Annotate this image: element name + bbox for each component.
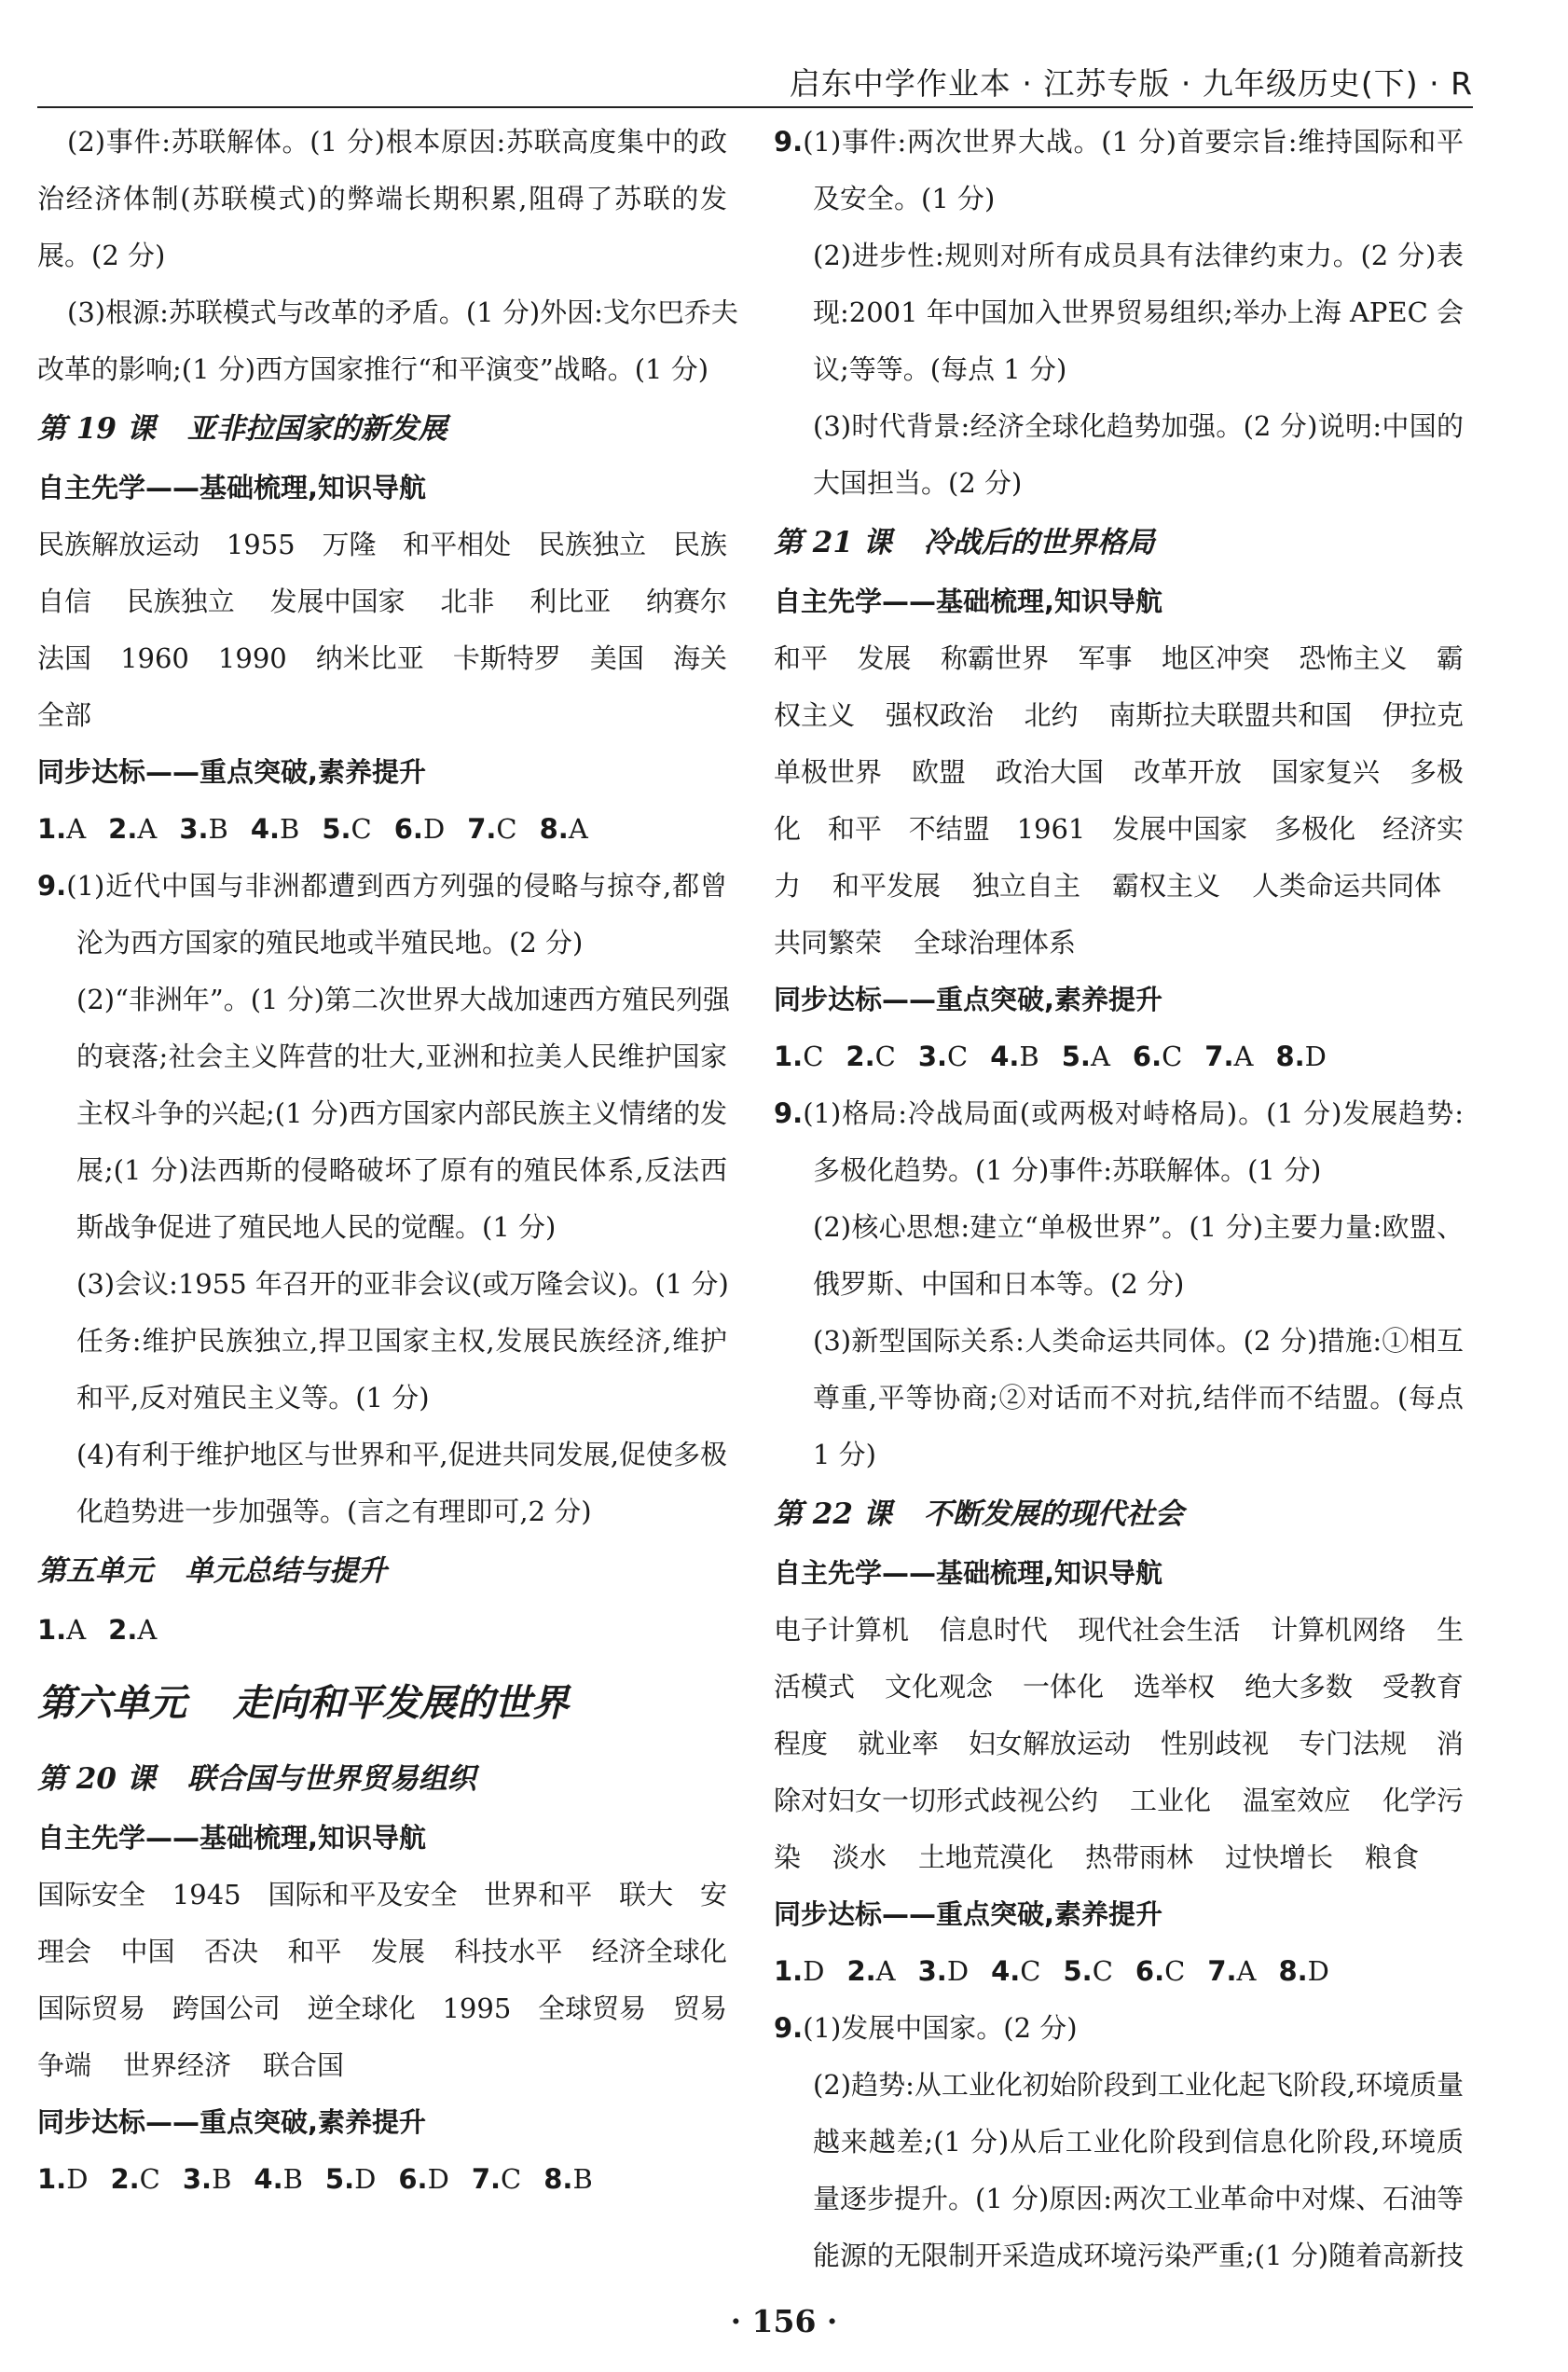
term: 1961 bbox=[1016, 813, 1086, 845]
text-line: 化趋势进一步加强等。(言之有理即可,2 分) bbox=[76, 1496, 592, 1527]
text-line: 斯战争促进了殖民地人民的觉醒。(1 分) bbox=[76, 1211, 557, 1243]
term: 生 bbox=[1436, 1614, 1464, 1646]
running-header bbox=[37, 54, 1473, 108]
term: 理会 bbox=[37, 1936, 92, 1967]
lesson-number: 第 21 课 bbox=[774, 526, 892, 559]
term: 国家复兴 bbox=[1271, 756, 1380, 788]
term: 程度 bbox=[774, 1728, 829, 1759]
term: 粮食 bbox=[1365, 1841, 1420, 1873]
text-line: 现:2001 年中国加入世界贸易组织;举办上海 APEC 会 bbox=[813, 296, 1464, 328]
text-line: (3)时代背景:经济全球化趋势加强。(2 分)说明:中国的 bbox=[813, 410, 1464, 442]
term: 单极世界 bbox=[774, 756, 883, 788]
text-line: 多极化趋势。(1 分)事件:苏联解体。(1 分) bbox=[813, 1154, 1322, 1186]
text-line: 展;(1 分)法西斯的侵略破坏了原有的殖民体系,反法西 bbox=[76, 1154, 727, 1186]
term: 联大 bbox=[619, 1879, 674, 1910]
term: 专门法规 bbox=[1298, 1728, 1407, 1759]
terms-row bbox=[774, 1716, 1464, 1772]
unit-number: 第六单元 bbox=[37, 1681, 186, 1725]
term: 纳赛尔 bbox=[645, 586, 727, 617]
unit-heading bbox=[37, 1659, 727, 1748]
terms-row bbox=[37, 2037, 727, 2094]
term: 文化观念 bbox=[884, 1671, 993, 1703]
term: 选举权 bbox=[1133, 1671, 1215, 1703]
term: 地区冲突 bbox=[1161, 642, 1270, 674]
question-line bbox=[37, 858, 727, 915]
term: 利比亚 bbox=[530, 586, 612, 617]
terms-row bbox=[37, 573, 727, 630]
left-column bbox=[37, 114, 738, 2208]
section-heading: 同步达标——重点突破,素养提升 bbox=[37, 756, 427, 788]
text-line: 改革的影响;(1 分)西方国家推行“和平演变”战略。(1 分) bbox=[37, 353, 709, 385]
answer-text: (1)近代中国与非洲都遭到西方列强的侵略与掠夺,都曾 bbox=[66, 870, 727, 902]
section-heading: 自主先学——基础梳理,知识导航 bbox=[774, 1557, 1163, 1589]
text-line: (2)核心思想:建立“单极世界”。(1 分)主要力量:欧盟、 bbox=[813, 1211, 1464, 1243]
text-line: 尊重,平等协商;②对话而不对抗,结伴而不结盟。(每点 bbox=[813, 1382, 1464, 1414]
term: 妇女解放运动 bbox=[968, 1728, 1131, 1759]
term: 消 bbox=[1436, 1728, 1464, 1759]
text-line: (4)有利于维护地区与世界和平,促进共同发展,促使多极 bbox=[76, 1439, 727, 1470]
page-number: · 156 · bbox=[730, 2303, 838, 2339]
question-line bbox=[774, 114, 1464, 171]
text-line: 量逐步提升。(1 分)原因:两次工业革命中对煤、石油等 bbox=[813, 2183, 1465, 2214]
term: 现代社会生活 bbox=[1078, 1614, 1241, 1646]
question-number: 9. bbox=[774, 2012, 804, 2044]
text-line: 能源的无限制开采造成环境污染严重;(1 分)随着高新技 bbox=[813, 2240, 1465, 2271]
section-heading: 同步达标——重点突破,素养提升 bbox=[774, 1898, 1163, 1930]
right-column bbox=[774, 114, 1464, 2284]
terms-row bbox=[774, 630, 1464, 687]
term: 称霸世界 bbox=[940, 642, 1049, 674]
terms-row bbox=[774, 1659, 1464, 1716]
term: 和平发展 bbox=[832, 870, 942, 902]
term: 发展 bbox=[857, 642, 912, 674]
lesson-number: 第 20 课 bbox=[37, 1762, 156, 1796]
section-heading: 同步达标——重点突破,素养提升 bbox=[37, 2106, 427, 2138]
term: 一体化 bbox=[1022, 1671, 1104, 1703]
text-line: 主权斗争的兴起;(1 分)西方国家内部民族主义情绪的发 bbox=[76, 1097, 728, 1129]
term: 多极化 bbox=[1274, 813, 1356, 845]
term: 强权政治 bbox=[885, 699, 994, 731]
term: 贸易 bbox=[672, 1993, 727, 2024]
term: 民族解放运动 bbox=[37, 529, 200, 560]
term: 工业化 bbox=[1129, 1785, 1211, 1816]
terms-row bbox=[774, 858, 1464, 915]
term: 经济全球化 bbox=[591, 1936, 727, 1967]
term: 和平 bbox=[827, 813, 882, 845]
term: 过快增长 bbox=[1225, 1841, 1334, 1873]
term: 争端 bbox=[37, 2049, 92, 2081]
term: 欧盟 bbox=[911, 756, 966, 788]
term: 联合国 bbox=[263, 2049, 345, 2081]
answer-text: (1)事件:两次世界大战。(1 分)首要宗旨:维持国际和平 bbox=[803, 126, 1464, 158]
lesson-title: 联合国与世界贸易组织 bbox=[186, 1762, 476, 1796]
text-line: 展。(2 分) bbox=[37, 240, 166, 271]
term: 发展中国家 bbox=[269, 586, 406, 617]
term: 受教育 bbox=[1382, 1671, 1464, 1703]
term: 国际安全 bbox=[37, 1879, 146, 1910]
unit-number: 第五单元 bbox=[37, 1554, 153, 1588]
term: 纳米比亚 bbox=[315, 642, 424, 674]
term: 伊拉克 bbox=[1382, 699, 1464, 731]
terms-row bbox=[37, 517, 727, 573]
terms-row bbox=[37, 1980, 727, 2037]
term: 染 bbox=[774, 1841, 802, 1873]
term: 温室效应 bbox=[1242, 1785, 1351, 1816]
term: 世界经济 bbox=[123, 2049, 232, 2081]
term: 卡斯特罗 bbox=[452, 642, 561, 674]
term: 化 bbox=[774, 813, 802, 845]
terms-row bbox=[774, 744, 1464, 801]
term: 海关 bbox=[672, 642, 727, 674]
lesson-heading bbox=[774, 1483, 1464, 1545]
term: 计算机网络 bbox=[1271, 1614, 1407, 1646]
term: 土地荒漠化 bbox=[918, 1841, 1054, 1873]
term: 全部 bbox=[37, 699, 92, 731]
section-heading: 自主先学——基础梳理,知识导航 bbox=[37, 1822, 427, 1854]
unit-title: 走向和平发展的世界 bbox=[233, 1681, 569, 1725]
term: 和平 bbox=[774, 642, 829, 674]
unit-title: 单元总结与提升 bbox=[185, 1554, 387, 1588]
term: 发展中国家 bbox=[1112, 813, 1248, 845]
text-line: 议;等等。(每点 1 分) bbox=[813, 353, 1067, 385]
text-line: 越来越差;(1 分)从后工业化阶段到信息化阶段,环境质 bbox=[813, 2126, 1464, 2158]
term: 经济实 bbox=[1382, 813, 1464, 845]
header-title: 启东中学作业本 · 江苏专版 · 九年级历史(下) · R bbox=[789, 65, 1473, 102]
lesson-number: 第 19 课 bbox=[37, 412, 156, 446]
term: 化学污 bbox=[1382, 1785, 1464, 1816]
term: 北非 bbox=[440, 586, 495, 617]
terms-row bbox=[37, 630, 727, 687]
term: 和平相处 bbox=[403, 529, 512, 560]
question-line bbox=[774, 2000, 1464, 2057]
text-line: (3)会议:1955 年召开的亚非会议(或万隆会议)。(1 分) bbox=[76, 1268, 729, 1300]
term: 民族 bbox=[672, 529, 727, 560]
term: 和平 bbox=[287, 1936, 342, 1967]
term: 信息时代 bbox=[939, 1614, 1048, 1646]
lesson-number: 第 22 课 bbox=[774, 1497, 892, 1531]
lesson-title: 冷战后的世界格局 bbox=[923, 526, 1155, 559]
term: 电子计算机 bbox=[774, 1614, 910, 1646]
term: 美国 bbox=[589, 642, 644, 674]
term: 科技水平 bbox=[454, 1936, 563, 1967]
term: 安 bbox=[699, 1879, 727, 1910]
term: 性别歧视 bbox=[1160, 1728, 1269, 1759]
term: 霸权主义 bbox=[1112, 870, 1221, 902]
term: 全球治理体系 bbox=[914, 927, 1077, 958]
text-line: 和平,反对殖民主义等。(1 分) bbox=[76, 1382, 430, 1414]
text-line: (3)根源:苏联模式与改革的矛盾。(1 分)外因:戈尔巴乔夫 bbox=[67, 296, 738, 328]
term: 不结盟 bbox=[908, 813, 990, 845]
section-heading: 自主先学——基础梳理,知识导航 bbox=[37, 472, 427, 503]
term: 1995 bbox=[442, 1993, 512, 2024]
terms-row bbox=[37, 1867, 727, 1924]
term: 1945 bbox=[172, 1879, 241, 1910]
term: 民族独立 bbox=[538, 529, 647, 560]
section-heading: 同步达标——重点突破,素养提升 bbox=[774, 984, 1163, 1015]
question-line bbox=[774, 1085, 1464, 1142]
term: 民族独立 bbox=[126, 586, 235, 617]
terms-row bbox=[774, 1602, 1464, 1659]
text-line: 大国担当。(2 分) bbox=[813, 467, 1023, 499]
mc-answers: 1.D 2.A 3.D 4.C 5.C 6.C 7.A 8.D bbox=[774, 1955, 1329, 1987]
term: 跨国公司 bbox=[172, 1993, 281, 2024]
term: 法国 bbox=[37, 642, 92, 674]
term: 活模式 bbox=[774, 1671, 856, 1703]
term: 人类命运共同体 bbox=[1252, 870, 1442, 902]
question-number: 9. bbox=[37, 870, 67, 902]
answer-text: (1)格局:冷战局面(或两极对峙格局)。(1 分)发展趋势: bbox=[803, 1097, 1464, 1129]
lesson-heading bbox=[37, 398, 727, 460]
term: 政治大国 bbox=[995, 756, 1104, 788]
term: 除对妇女一切形式歧视公约 bbox=[774, 1785, 1099, 1816]
text-line: (2)“非洲年”。(1 分)第二次世界大战加速西方殖民列强 bbox=[76, 984, 731, 1015]
term: 中国 bbox=[120, 1936, 175, 1967]
term: 淡水 bbox=[832, 1841, 887, 1873]
mc-answers: 1.A 2.A bbox=[37, 1614, 158, 1646]
term: 1990 bbox=[217, 642, 287, 674]
question-number: 9. bbox=[774, 1097, 804, 1129]
mc-answers: 1.D 2.C 3.B 4.B 5.D 6.D 7.C 8.B bbox=[37, 2163, 593, 2195]
text-line: 沦为西方国家的殖民地或半殖民地。(2 分) bbox=[76, 927, 584, 958]
term: 独立自主 bbox=[972, 870, 1081, 902]
lesson-title: 亚非拉国家的新发展 bbox=[186, 412, 447, 446]
question-number: 9. bbox=[774, 126, 804, 158]
term: 力 bbox=[774, 870, 802, 902]
term: 权主义 bbox=[774, 699, 856, 731]
term: 全球贸易 bbox=[538, 1993, 647, 2024]
text-line: 俄罗斯、中国和日本等。(2 分) bbox=[813, 1268, 1185, 1300]
text-line: (2)进步性:规则对所有成员具有法律约束力。(2 分)表 bbox=[813, 240, 1464, 271]
term: 自信 bbox=[37, 586, 92, 617]
term: 世界和平 bbox=[484, 1879, 593, 1910]
term: 1955 bbox=[226, 529, 296, 560]
term: 国际和平及安全 bbox=[268, 1879, 458, 1910]
terms-row bbox=[774, 801, 1464, 858]
term: 热带雨林 bbox=[1085, 1841, 1194, 1873]
terms-row bbox=[37, 1924, 727, 1980]
term: 共同繁荣 bbox=[774, 927, 883, 958]
section-heading: 自主先学——基础梳理,知识导航 bbox=[774, 586, 1163, 617]
terms-row bbox=[774, 1772, 1464, 1829]
terms-row bbox=[774, 1829, 1464, 1886]
terms-row bbox=[774, 687, 1464, 744]
terms-row bbox=[37, 687, 727, 744]
term: 国际贸易 bbox=[37, 1993, 146, 2024]
term: 逆全球化 bbox=[307, 1993, 416, 2024]
text-line: (2)事件:苏联解体。(1 分)根本原因:苏联高度集中的政 bbox=[67, 126, 727, 158]
term: 多极 bbox=[1409, 756, 1464, 788]
text-line: 1 分) bbox=[813, 1439, 876, 1470]
term: 南斯拉夫联盟共和国 bbox=[1108, 699, 1353, 731]
term: 改革开放 bbox=[1133, 756, 1242, 788]
term: 绝大多数 bbox=[1244, 1671, 1353, 1703]
term: 发展 bbox=[370, 1936, 425, 1967]
unit-summary-heading bbox=[37, 1540, 727, 1602]
term: 否决 bbox=[203, 1936, 258, 1967]
mc-answers: 1.C 2.C 3.C 4.B 5.A 6.C 7.A 8.D bbox=[774, 1041, 1327, 1072]
term: 1960 bbox=[120, 642, 189, 674]
lesson-heading bbox=[774, 512, 1464, 573]
terms-row bbox=[774, 915, 1464, 972]
text-line: 及安全。(1 分) bbox=[813, 183, 996, 214]
term: 恐怖主义 bbox=[1299, 642, 1408, 674]
text-line: (2)趋势:从工业化初始阶段到工业化起飞阶段,环境质量 bbox=[813, 2069, 1465, 2101]
term: 北约 bbox=[1024, 699, 1079, 731]
lesson-title: 不断发展的现代社会 bbox=[923, 1497, 1184, 1531]
term: 就业率 bbox=[857, 1728, 939, 1759]
term: 霸 bbox=[1436, 642, 1464, 674]
text-line: (3)新型国际关系:人类命运共同体。(2 分)措施:①相互 bbox=[813, 1325, 1464, 1357]
lesson-heading bbox=[37, 1748, 727, 1810]
text-line: 的衰落;社会主义阵营的壮大,亚洲和拉美人民维护国家 bbox=[76, 1041, 727, 1072]
text-line: 治经济体制(苏联模式)的弊端长期积累,阻碍了苏联的发 bbox=[37, 183, 727, 214]
term: 万隆 bbox=[322, 529, 377, 560]
mc-answers: 1.A 2.A 3.B 4.B 5.C 6.D 7.C 8.A bbox=[37, 813, 588, 845]
text-line: 任务:维护民族独立,捍卫国家主权,发展民族经济,维护 bbox=[76, 1325, 727, 1357]
answer-text: (1)发展中国家。(2 分) bbox=[803, 2012, 1078, 2044]
term: 军事 bbox=[1078, 642, 1133, 674]
